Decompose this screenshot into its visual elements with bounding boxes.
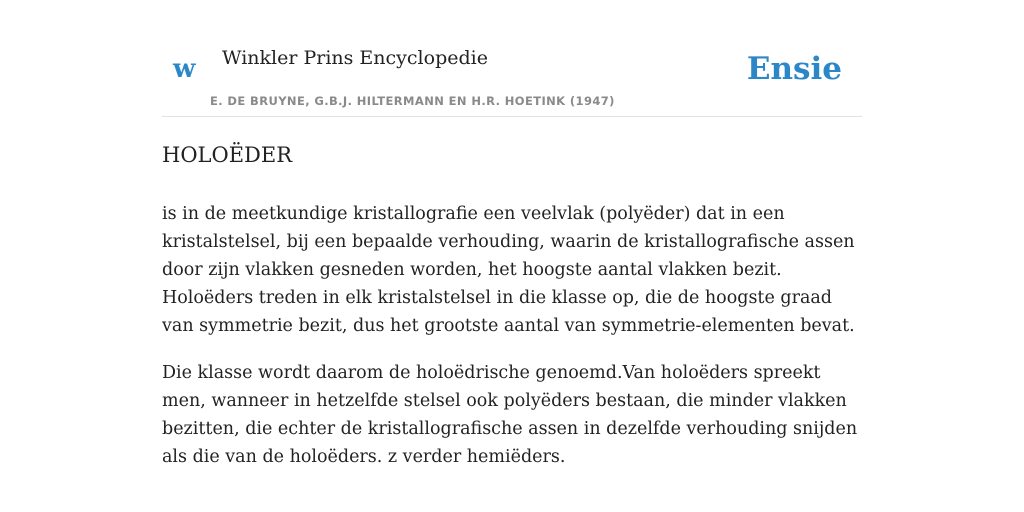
authors-byline: E. DE BRUYNE, G.B.J. HILTERMANN EN H.R. HOETINK (1947)	[210, 94, 615, 108]
site-title[interactable]: Winkler Prins Encyclopedie	[222, 47, 488, 69]
winkler-prins-logo[interactable]: w	[173, 54, 196, 84]
article-paragraph: is in de meetkundige kristallografie een veelvlak (polyëder) dat in een kristalstelsel, bij een bepaalde verhouding, waarin de kristallografische assen door zijn vlakken gesneden worden, het hoogste aantal vlakken bezit. Holoëders treden in elk kristalstelsel in die klasse op, die de hoogste graad van symmetrie bezit, dus het grootste aantal van symmetrie-elementen bevat.	[162, 204, 855, 336]
article-paragraph: Die klasse wordt daarom de holoëdrische genoemd.Van holoëders spreekt men, wanneer in hetzelfde stelsel ook polyëders bestaan, die minder vlakken bezitten, die echter de kristallografische assen in dezelfde verhouding snijden als die van de holoëders. z verder hemiëders.	[162, 363, 858, 467]
article-term: HOLOËDER	[162, 143, 292, 167]
article	[162, 136, 862, 490]
header	[162, 0, 862, 117]
ensie-logo-link[interactable]: Ensie	[746, 51, 842, 87]
